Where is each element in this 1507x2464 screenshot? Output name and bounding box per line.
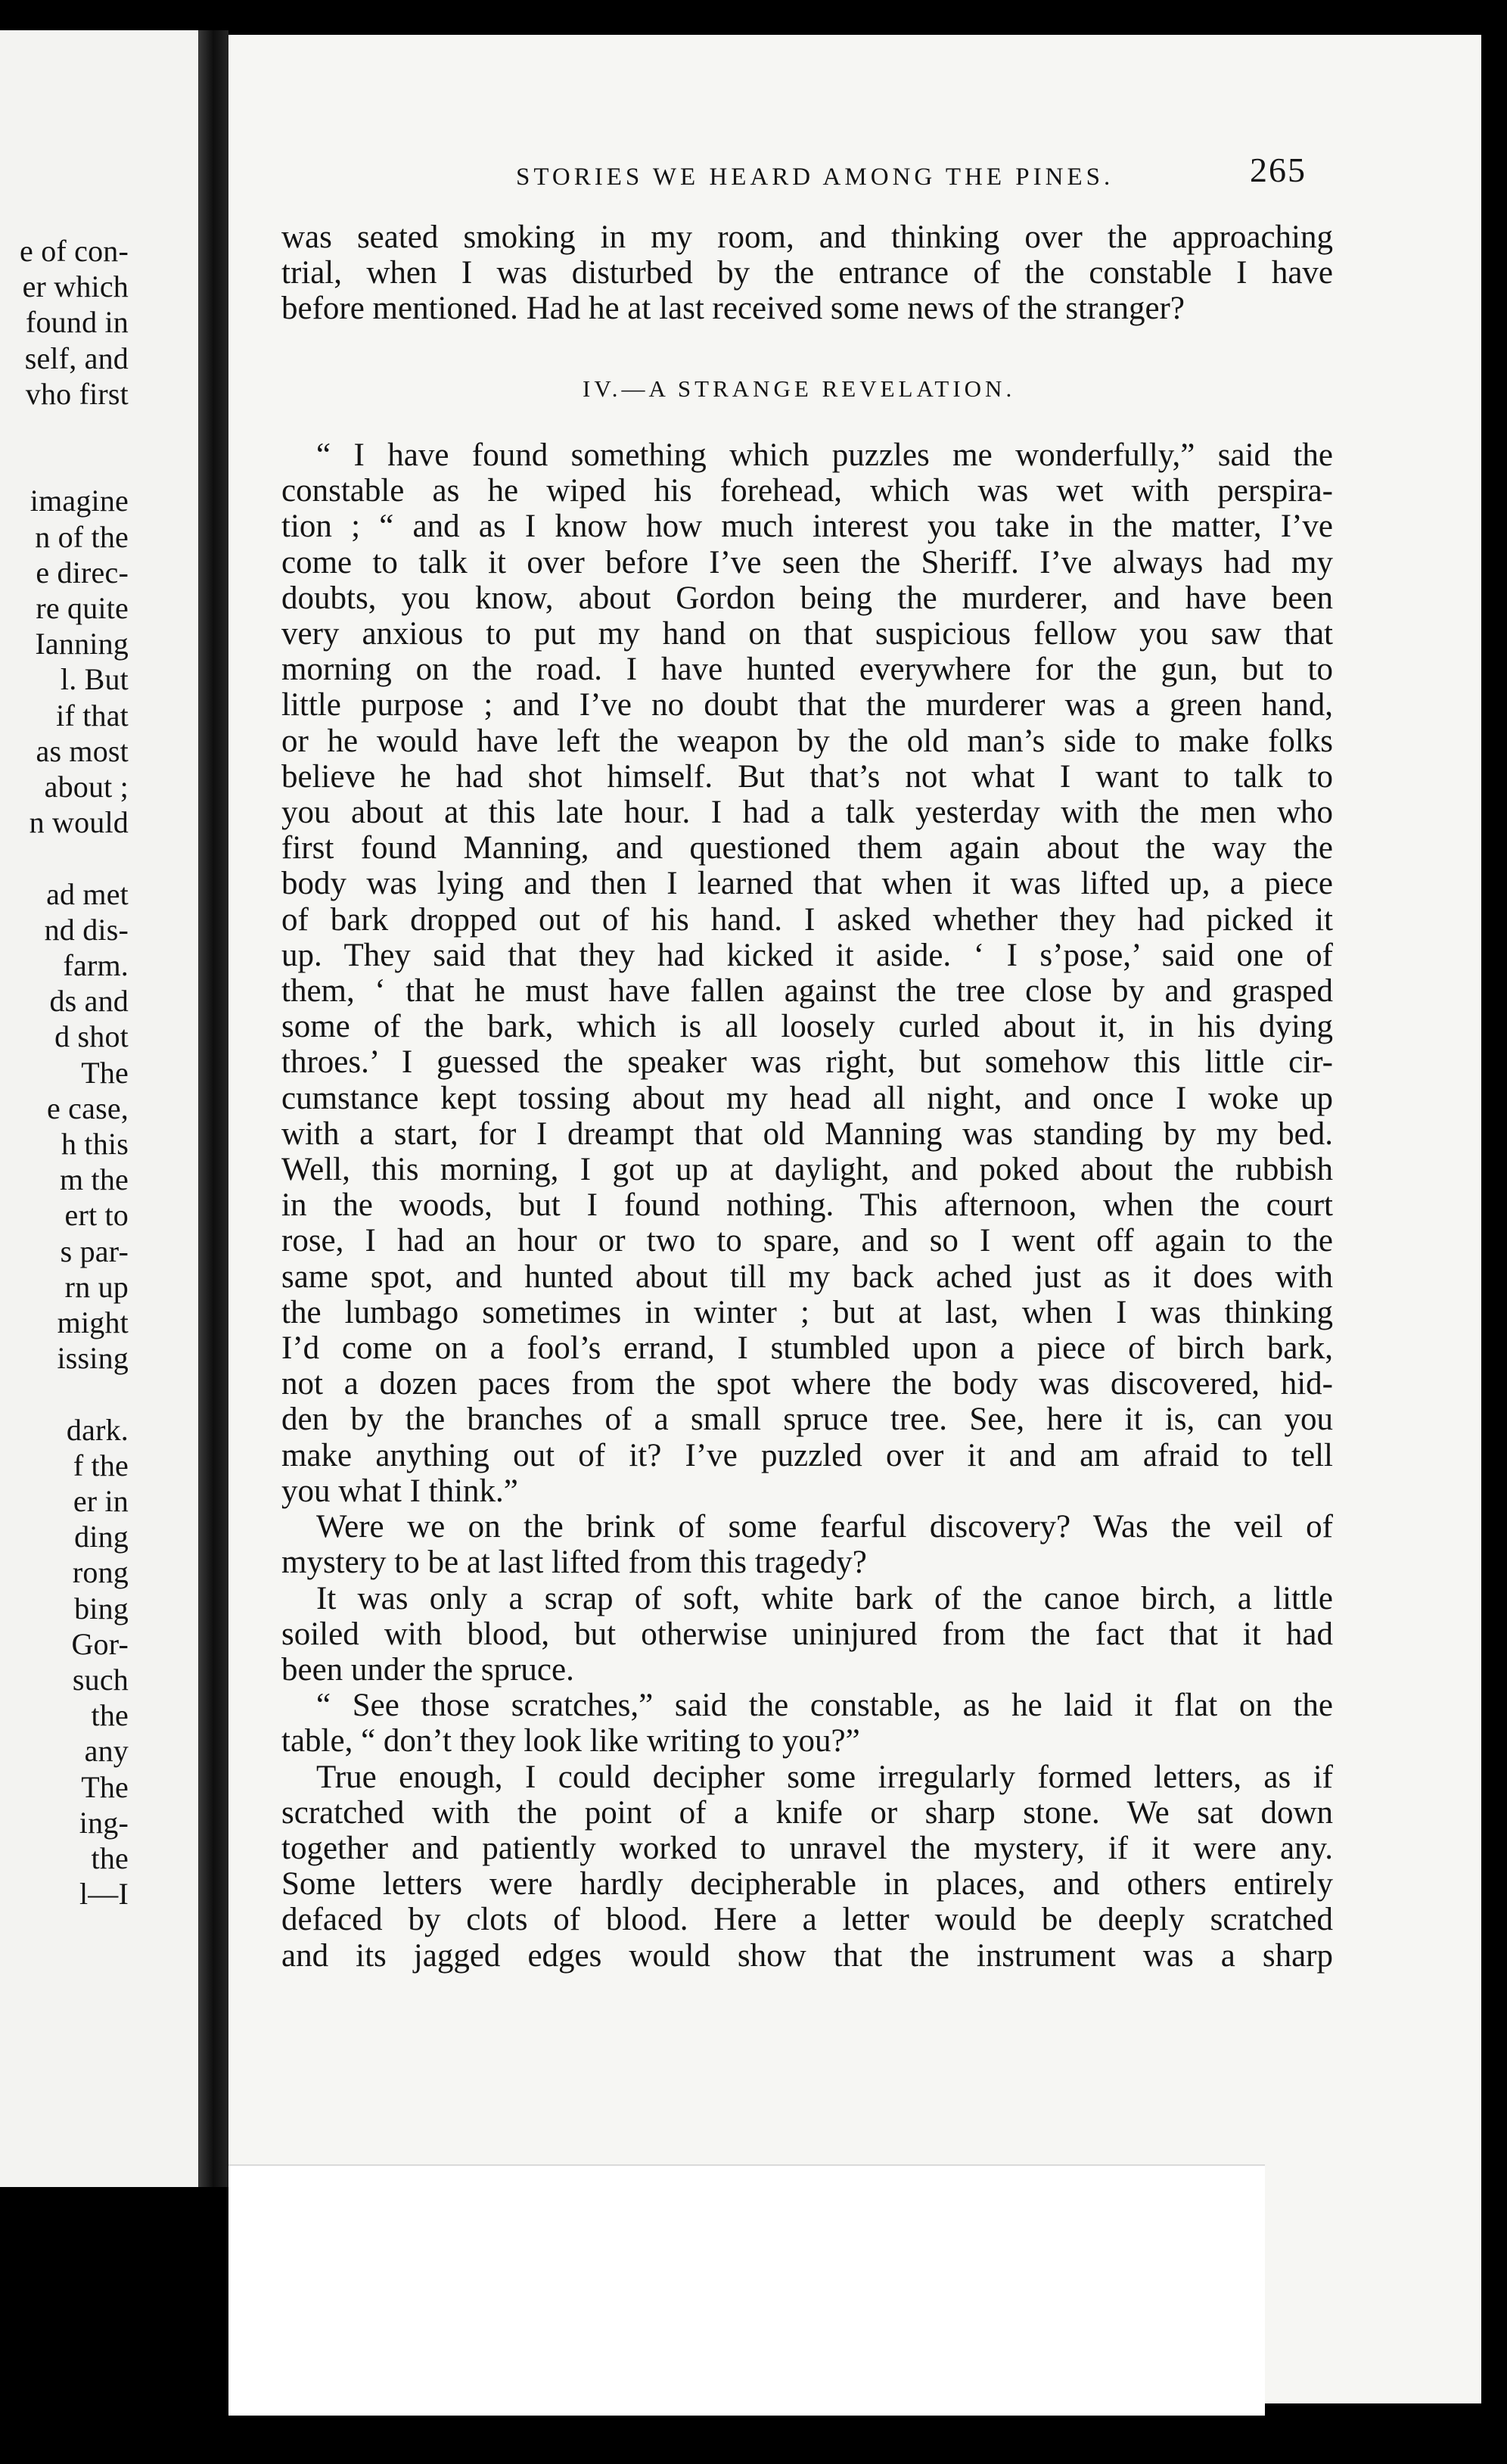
text-line: morning on the road. I have hunted everywhere for the gun, but to [281,652,1333,688]
left-page-fragment: m the [60,1162,129,1197]
left-page-fragment: h this [61,1127,129,1161]
text-line: and its jagged edges would show that the instrument was a sharp [281,1937,1333,1974]
text-line: doubts, you know, about Gordon being the murderer, and have been [281,580,1333,616]
left-page-fragment: rn up [64,1269,129,1304]
text-line: you what I think.” [281,1473,518,1509]
left-page-fragment: n would [29,805,129,840]
left-page-fragment: The [81,1769,129,1804]
text-line: tion ; “ and as I know how much interest you take in the matter, I’ve [281,509,1333,545]
text-line: table, “ don’t they look like writing to you?” [281,1723,860,1759]
text-line: “ I have found something which puzzles me wonderfully,” said the [316,437,1333,473]
left-page-fragment: bing [74,1591,129,1626]
left-page-fragment: s par- [60,1234,129,1268]
text-line: trial, when I was disturbed by the entrance of the constable I have [281,255,1333,291]
text-line: not a dozen paces from the spot where the body was discovered, hid- [281,1366,1333,1402]
text-line: constable as he wiped his forehead, which was wet with perspira- [281,473,1333,509]
left-page-fragment: imagine [30,484,129,518]
left-page-fragment: e of con- [20,234,129,268]
left-page-fragment: issing [57,1341,129,1376]
text-line: defaced by clots of blood. Here a letter would be deeply scratched [281,1902,1333,1938]
text-line: mystery to be at last lifted from this tragedy? [281,1545,867,1581]
left-page-fragment: d shot [54,1019,129,1054]
text-line: throes.’ I guessed the speaker was right, but somehow this little cir- [281,1044,1333,1081]
left-page-fragment: ding [74,1520,129,1554]
section-body [281,437,1333,1974]
left-page-fragment: about ; [44,770,129,804]
running-head: STORIES WE HEARD AMONG THE PINES. [516,163,1114,191]
text-line: Were we on the brink of some fearful discovery? Was the veil of [316,1509,1333,1545]
text-line: believe he had shot himself. But that’s not what I want to talk to [281,758,1333,795]
left-page-fragment: rong [72,1555,129,1590]
left-page-fragment: ad met [46,876,129,911]
text-line: scratched with the point of a knife or sharp stone. We sat down [281,1794,1333,1831]
text-line: rose, I had an hour or two to spare, and so I went off again to the [281,1223,1333,1259]
left-page-fragment: e case, [47,1090,129,1125]
left-facing-page [0,30,209,2187]
left-page-fragment: if that [56,698,129,733]
text-line: been under the spruce. [281,1651,574,1688]
opening-paragraph [281,219,1333,327]
text-line: you about at this late hour. I had a talk yesterday with the men who [281,795,1333,831]
left-page-fragment: farm. [63,948,129,982]
text-line: very anxious to put my hand on that suspicious fellow you saw that [281,616,1333,652]
text-line: make anything out of it? I’ve puzzled over it and am afraid to tell [281,1437,1333,1473]
text-line: before mentioned. Had he at last received some news of the stranger? [281,291,1185,327]
text-line: of bark dropped out of his hand. I asked whether they had picked it [281,901,1333,938]
page-number: 265 [1250,151,1307,189]
book-gutter [198,30,228,2187]
left-page-fragment: ds and [49,984,129,1019]
left-page-fragment: e direc- [36,555,129,590]
left-page-fragment: the [91,1841,129,1875]
text-line: “ See those scratches,” said the constable, as he laid it flat on the [316,1688,1333,1724]
text-line: It was only a scrap of soft, white bark of the canoe birch, a little [316,1580,1333,1616]
text-line: little purpose ; and I’ve no doubt that the murderer was a green hand, [281,687,1333,723]
text-line: soiled with blood, but otherwise uninjured from the fact that it had [281,1616,1333,1652]
text-line: Well, this morning, I got up at daylight, and poked about the rubbish [281,1152,1333,1188]
left-page-fragment: l. But [60,662,129,697]
text-line: first found Manning, and questioned them again about the way the [281,830,1333,866]
text-line: same spot, and hunted about till my back ached just as it does with [281,1258,1333,1295]
text-line: den by the branches of a small spruce tree. See, here it is, can you [281,1402,1333,1438]
left-page-fragment: dark. [66,1412,129,1447]
text-line: I’d come on a fool’s errand, I stumbled upon a piece of birch bark, [281,1330,1333,1367]
left-page-fragment: any [84,1734,129,1769]
left-page-fragment: re quite [36,591,129,625]
text-line: Some letters were hardly decipherable in places, and others entirely [281,1866,1333,1902]
text-line: or he would have left the weapon by the old man’s side to make folks [281,723,1333,759]
text-line: body was lying and then I learned that when it was lifted up, a piece [281,866,1333,902]
text-line: together and patiently worked to unravel the mystery, if it were any. [281,1830,1333,1866]
text-line: with a start, for I dreampt that old Manning was standing by my bed. [281,1115,1333,1152]
text-line: come to talk it over before I’ve seen the Sheriff. I’ve always had my [281,544,1333,580]
text-line: True enough, I could decipher some irregularly formed letters, as if [316,1759,1333,1795]
left-page-fragment: such [72,1663,129,1697]
text-line: cumstance kept tossing about my head all night, and once I woke up [281,1080,1333,1116]
text-line: in the woods, but I found nothing. This afternoon, when the court [281,1187,1333,1224]
left-page-fragment: The [81,1055,129,1090]
left-page-fragment: ing- [79,1805,129,1840]
left-page-fragment: er in [73,1484,129,1518]
left-page-fragment: might [57,1305,129,1339]
left-page-fragment: self, and [24,341,129,375]
left-page-fragment: n of the [35,519,129,554]
left-page-fragment: vho first [25,376,129,411]
text-line: was seated smoking in my room, and thinking over the approaching [281,219,1333,255]
left-page-fragment: er which [22,269,129,304]
left-page-fragment: found in [25,305,129,340]
left-page-fragment: Gor- [71,1626,129,1661]
text-line: them, ‘ that he must have fallen against the tree close by and grasped [281,973,1333,1010]
section-heading: IV.—A STRANGE REVELATION. [583,375,1016,402]
left-page-fragment: as most [36,733,129,768]
left-page-fragment: ert to [64,1198,129,1233]
left-page-fragment: l—I [79,1877,129,1912]
text-line: some of the bark, which is all loosely curled about it, in his dying [281,1009,1333,1045]
left-page-fragment: f the [73,1448,129,1482]
text-line: up. They said that they had kicked it aside. ‘ I s’pose,’ said one of [281,937,1333,973]
left-page-fragment: nd dis- [44,912,129,947]
left-page-fragment: the [91,1698,129,1733]
text-line: the lumbago sometimes in winter ; but at last, when I was thinking [281,1294,1333,1330]
page-bottom-edge [228,2164,1265,2416]
left-page-fragment: Ianning [35,627,129,661]
